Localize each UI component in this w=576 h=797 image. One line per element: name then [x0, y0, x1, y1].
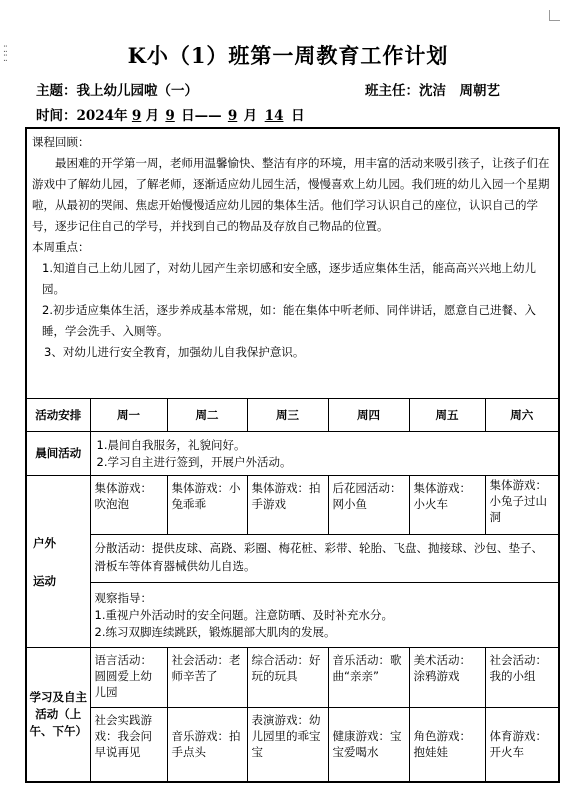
scattered-activity-cell: 分散活动：提供皮球、高跷、彩圈、梅花桩、彩带、轮胎、飞盘、抛接球、沙包、垫子、滑板车等体育器械供幼儿自选。 — [90, 535, 559, 583]
year: 2024 — [76, 108, 115, 124]
review-heading: 课程回顾： — [32, 135, 90, 149]
day-unit: 日 — [291, 108, 305, 124]
morning-item-1: 1.晨间自我服务，礼貌问好。 — [96, 437, 246, 452]
study-wednesday-1: 综合活动：好玩的玩具 — [247, 648, 328, 708]
weekly-plan-table — [25, 127, 560, 783]
study-wednesday-2: 表演游戏：幼儿园里的乖宝宝 — [247, 708, 328, 782]
outdoor-label-line-2: 运动 — [33, 573, 56, 588]
teacher-value: 沈洁 周朝艺 — [419, 83, 500, 99]
group-game-monday: 集体游戏：吹泡泡 — [90, 476, 167, 535]
end-month: 9 — [227, 108, 238, 124]
day-saturday: 周六 — [485, 399, 559, 432]
start-day: 9 — [165, 108, 175, 124]
day-range-separator: 日—— — [181, 108, 222, 124]
course-review-cell — [26, 128, 559, 399]
group-game-wednesday: 集体游戏：拍手游戏 — [247, 476, 328, 535]
day-friday: 周五 — [409, 399, 485, 432]
document-title: K小（1）班第一周教育工作计划 — [127, 43, 449, 68]
morning-activity-cell — [90, 432, 559, 476]
morning-item-2: 2.学习自主进行签到，开展户外活动。 — [96, 454, 292, 469]
group-game-thursday: 后花园活动：网小鱼 — [328, 476, 409, 535]
day-monday: 周一 — [90, 399, 167, 432]
study-tuesday-1: 社会活动：老师辛苦了 — [167, 648, 247, 708]
focus-item-3: 3、对幼儿进行安全教育，加强幼儿自我保护意识。 — [44, 345, 305, 359]
study-monday-2: 社会实践游戏：我会问早说再见 — [90, 708, 167, 782]
activity-schedule-label: 活动安排 — [26, 399, 90, 432]
observe-item-2: 2.练习双脚连续跳跃，锻炼腿部大肌肉的发展。 — [94, 624, 336, 639]
observation-guidance-cell — [90, 583, 559, 648]
group-game-tuesday: 集体游戏：小兔乖乖 — [167, 476, 247, 535]
theme-value: 我上幼儿园啦（一） — [76, 83, 198, 99]
teacher-label: 班主任： — [365, 83, 419, 99]
study-activity-label: 学习及自主活动（上午、下午） — [26, 648, 90, 782]
page-corner-mark — [549, 10, 560, 21]
study-monday-1: 语言活动：圆圆爱上幼儿园 — [90, 648, 167, 708]
morning-activity-label: 晨间活动 — [26, 432, 90, 476]
study-thursday-2: 健康游戏：宝宝爱喝水 — [328, 708, 409, 782]
focus-item-1: 1.知道自己上幼儿园了，对幼儿园产生亲切感和安全感，逐步适应集体生活，能高高兴兴地上幼儿园。 — [42, 261, 536, 296]
table-move-handle-icon[interactable]: ⁚⁚ ⁚⁚ — [3, 45, 7, 64]
focus-heading: 本周重点： — [32, 240, 90, 254]
study-saturday-1: 社会活动：我的小组 — [485, 648, 559, 708]
group-game-saturday: 集体游戏：小兔子过山洞 — [485, 476, 559, 535]
start-month: 9 — [131, 108, 142, 124]
study-friday-1: 美术活动：涂鸦游戏 — [409, 648, 485, 708]
study-friday-2: 角色游戏：抱娃娃 — [409, 708, 485, 782]
study-tuesday-2: 音乐游戏：拍手点头 — [167, 708, 247, 782]
year-unit: 年 — [114, 108, 128, 124]
time-label: 时间： — [36, 108, 77, 124]
time-line — [36, 104, 305, 124]
teacher-line — [365, 79, 500, 99]
theme-line — [36, 79, 198, 99]
outdoor-label-line-1: 户外 — [33, 535, 56, 550]
month-unit-2: 月 — [243, 108, 258, 124]
day-thursday: 周四 — [328, 399, 409, 432]
review-paragraph: 最困难的开学第一周，老师用温馨愉快、整洁有序的环境，用丰富的活动来吸引孩子，让孩子们在游戏中了解幼儿园，了解老师，逐渐适应幼儿园生活，慢慢喜欢上幼儿园。我们班的幼儿入园一个星期啦，从最初的哭闹、焦虑开始慢慢适应幼儿园的集体生活。他们学习认识自己的座位，认识自己的学号，逐步记住自己的学号，并找到自己的物品及存放自己物品的位置。 — [32, 156, 550, 233]
study-thursday-1: 音乐活动：歌曲“亲亲” — [328, 648, 409, 708]
day-tuesday: 周二 — [167, 399, 247, 432]
month-unit: 月 — [145, 108, 160, 124]
observe-item-1: 1.重视户外活动时的安全问题。注意防晒、及时补充水分。 — [94, 607, 393, 622]
group-game-friday: 集体游戏：小火车 — [409, 476, 485, 535]
outdoor-sport-label — [26, 476, 90, 648]
observe-heading: 观察指导： — [94, 590, 152, 605]
day-wednesday: 周三 — [247, 399, 328, 432]
end-day: 14 — [264, 108, 284, 124]
study-saturday-2: 体育游戏：开火车 — [485, 708, 559, 782]
theme-label: 主题： — [36, 83, 77, 99]
focus-item-2: 2.初步适应集体生活，逐步养成基本常规，如：能在集体中听老师、同伴讲话，愿意自己进餐、入睡，学会洗手、入厕等。 — [42, 303, 536, 338]
